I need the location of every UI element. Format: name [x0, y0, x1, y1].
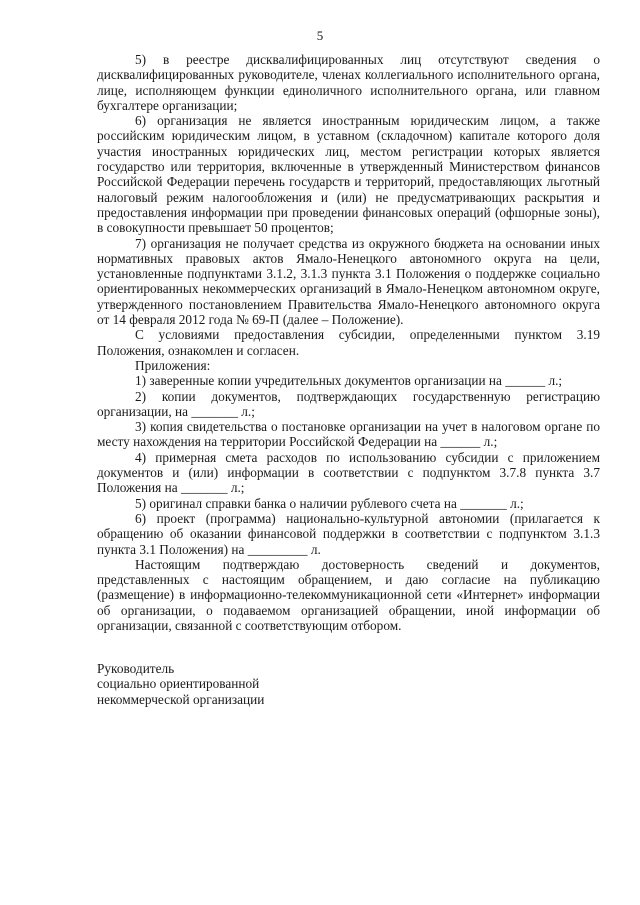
attachment-item-3: 3) копия свидетельства о постановке организации на учет в налоговом органе по месту нахождения на территории Российской Федерации на ______ л.;	[97, 419, 600, 450]
attachment-item-4: 4) примерная смета расходов по использованию субсидии с приложением документов и (или) информации в соответствии с подпунктом 3.7.8 пункта 3.7 Положения на _______ л.;	[97, 449, 600, 496]
attachment-item-1: 1) заверенные копии учредительных документов организации на ______ л.;	[135, 373, 563, 389]
confirmation-statement: Настоящим подтверждаю достоверность сведений и документов, представленных с настоящим обращением, и даю согласие на публикацию (размещение) в информационно-телекоммуникационной сети «Интернет» информации об организации, о подаваемом организацией обращении, иной информации об организации, связанной с соответствующим отбором.	[97, 556, 600, 633]
signature-block	[97, 661, 397, 707]
attachments-heading: Приложения:	[135, 357, 211, 373]
condition-item-6: 6) организация не является иностранным юридическим лицом, а также российским юридическим лицом, в уставном (складочном) капитале которого доля участия иностранных юридических лиц, местом регистрации которых является государство или территория, включенные в утвержденный Министерством финансов Российской Федерации перечень государств и территорий, предоставляющих льготный налоговый режим налогообложения и (или) не предусматривающих раскрытия и предоставления информации при проведении финансовых операций (офшорные зоны), в совокупности превышает 50 процентов;	[97, 113, 600, 236]
signature-title-line-3: некоммерческой организации	[97, 691, 265, 707]
attachment-item-5: 5) оригинал справки банка о наличии рублевого счета на _______ л.;	[135, 495, 524, 511]
document-body	[97, 52, 600, 633]
condition-item-5: 5) в реестре дисквалифицированных лиц отсутствуют сведения о дисквалифицированных руководителе, членах коллегиального исполнительного органа, лице, исполняющем функции единоличного исполнительного органа, или главном бухгалтере организации;	[97, 52, 600, 113]
consent-statement: С условиями предоставления субсидии, определенными пунктом 3.19 Положения, ознакомлен и согласен.	[97, 327, 600, 358]
signature-title-line-2: социально ориентированной	[97, 676, 260, 692]
condition-item-7: 7) организация не получает средства из окружного бюджета на основании иных нормативных правовых актов Ямало-Ненецкого автономного округа на цели, установленные подпунктами 3.1.2, 3.1.3 пункта 3.1 Положения о поддержке социально ориентированных некоммерческих организаций в Ямало-Ненецком автономном округе, утвержденного постановлением Правительства Ямало-Ненецкого автономного округа от 14 февраля 2012 года № 69-П (далее – Положение).	[97, 235, 600, 328]
attachment-item-2: 2) копии документов, подтверждающих государственную регистрацию организации, на _______ л.;	[97, 388, 600, 419]
signature-title-line-1: Руководитель	[97, 661, 175, 676]
attachment-item-6: 6) проект (программа) национально-культурной автономии (прилагается к обращению об оказании финансовой поддержки в соответствии с подпунктом 3.1.3 пункта 3.1 Положения) на _________ л.	[97, 510, 600, 557]
page-number: 5	[316, 28, 324, 43]
